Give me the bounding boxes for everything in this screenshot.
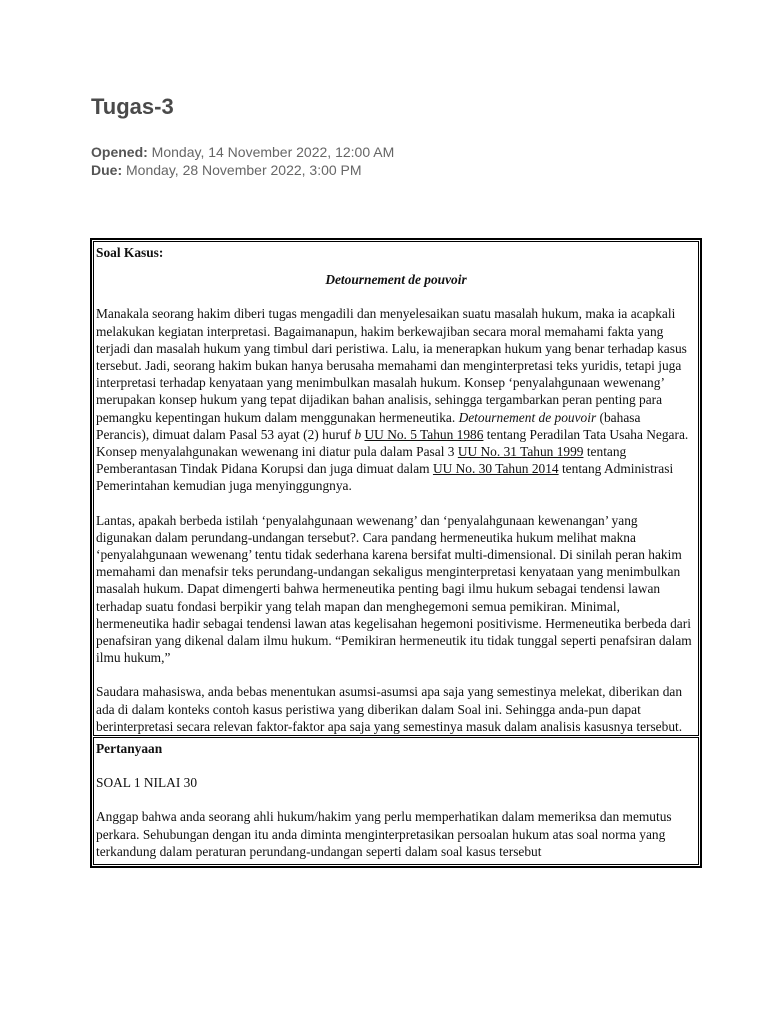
- opened-date: [91, 143, 691, 161]
- case-title: Detournement de pouvoir: [325, 272, 467, 288]
- soal-1-label: SOAL 1 NILAI 30: [96, 775, 198, 791]
- case-paragraph-1: Manakala seorang hakim diberi tugas mengadili dan menyelesaikan suatu masalah hukum, maka ia acapkali melakukan kegiatan interpretasi. Bagaimanapun, hakim berkewajiban secara moral memahami fakta yang terjadi dan masalah hukum yang timbul dari peristiwa. Lalu, ia menerapkan hukum yang benar terhadap kasus tersebut. Jadi, seorang hakim bukan hanya berusaha memahami dan menginterpretasi teks yuridis, tetapi juga interpretasi terhadap kenyataan yang menimbulkan masalah hukum. Konsep ‘penyalahgunaan wewenang’ merupakan konsep hukum yang tepat dijadikan bahan analisis, sehingga tergambarkan peran penting para pemangku kepentingan hukum dalam menggunakan hermeneutika. Detournement de pouvoir (bahasa Perancis), dimuat dalam Pasal 53 ayat (2) huruf b UU No. 5 Tahun 1986 tentang Peradilan Tata Usaha Negara. Konsep menyalahgunakan wewenang ini diatur pula dalam Pasal 3 UU No. 31 Tahun 1999 tentang Pemberantasan Tindak Pidana Korupsi dan juga dimuat dalam UU No. 30 Tahun 2014 tentang Administrasi Pemerintahan kemudian juga menyinggungnya.: [96, 306, 689, 494]
- due-value: Monday, 28 November 2022, 3:00 PM: [126, 162, 362, 178]
- case-cell: [93, 241, 699, 736]
- due-date: [91, 161, 691, 179]
- case-paragraph-3: Saudara mahasiswa, anda bebas menentukan asumsi-asumsi apa saja yang semestinya melekat, diberikan dan ada di dalam konteks contoh kasus peristiwa yang diberikan dalam Soal ini. Sehingga anda-pun dapat berinterpretasi secara relevan faktor-faktor apa saja yang semestinya masuk dalam analisis kasusnya tersebut.: [96, 684, 683, 734]
- assignment-header: [91, 92, 691, 179]
- questions-heading: Pertanyaan: [96, 741, 163, 757]
- question-1-text: Anggap bahwa anda seorang ahli hukum/hakim yang perlu memperhatikan dalam memeriksa dan memutus perkara. Sehubungan dengan itu anda diminta menginterpretasikan persoalan hukum atas soal norma yang terkandung dalam peraturan perundang-undangan seperti dalam soal kasus tersebut: [96, 809, 672, 859]
- opened-value: Monday, 14 November 2022, 12:00 AM: [151, 144, 395, 160]
- case-term-italic: Detournement de pouvoir: [458, 409, 597, 425]
- law-link-uu-30-2014[interactable]: UU No. 30 Tahun 2014: [432, 461, 559, 477]
- case-heading: Soal Kasus:: [96, 245, 164, 260]
- law-link-uu-5-1986[interactable]: UU No. 5 Tahun 1986: [364, 426, 484, 442]
- questions-cell: [93, 737, 699, 865]
- page-title: Tugas-3: [91, 94, 174, 119]
- assignment-table: [90, 238, 702, 868]
- law-link-uu-31-1999[interactable]: UU No. 31 Tahun 1999: [457, 444, 584, 460]
- opened-label: Opened:: [91, 144, 148, 160]
- due-label: Due:: [91, 162, 123, 178]
- case-paragraph-2: Lantas, apakah berbeda istilah ‘penyalahgunaan wewenang’ dan ‘penyalahgunaan kewenangan’ yang digunakan dalam perundang-undangan tersebut?. Cara pandang hermeneutika hukum melihat makna ‘penyalahgunaan wewenang’ tentu tidak sederhana karena bersifat multi-dimensional. Di sinilah peran hakim memahami dan menafsir teks perundang-undangan sekaligus menginterpretasi kenyataan yang menimbulkan masalah hukum. Dapat dimengerti bahwa hermeneutika penting bagi ilmu hukum sebagai tendensi lawan terhadap suatu fondasi berpikir yang telah mapan dan menghegemoni semua pemikiran. Minimal, hermeneutika hadir sebagai tendensi lawan atas kegelisahan hegemoni positivisme. Hermeneutika berbeda dari penafsiran yang dikenal dalam ilmu hukum. “Pemikiran hermeneutik itu tidak tunggal seperti penafsiran dalam ilmu hukum,”: [96, 512, 692, 666]
